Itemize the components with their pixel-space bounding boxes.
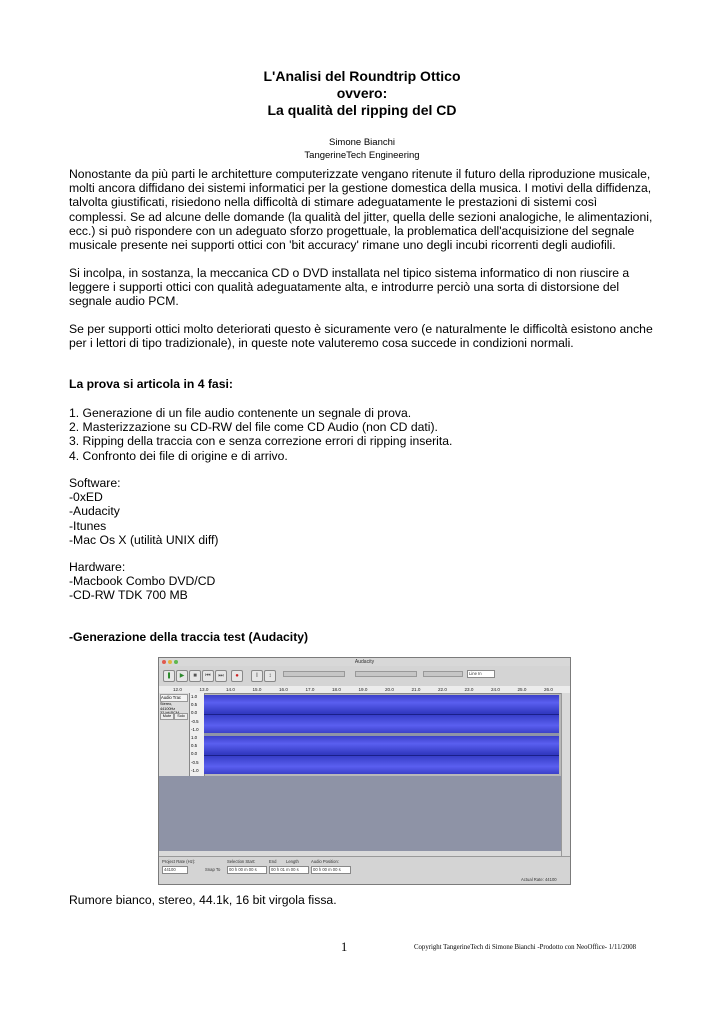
ruler-tick: 14.0 (226, 687, 235, 692)
waveform-right-center (204, 755, 559, 756)
title-line-1: L'Analisi del Roundtrip Ottico (263, 68, 461, 84)
skip-start-icon: ⏮ (202, 670, 214, 682)
phases-list: 1. Generazione di un file audio contenente un segnale di prova. 2. Masterizzazione su CD-RW del file come CD Audio (non CD dati). 3. Ripping della traccia con e senza correzione errori di ripping inserita. 4. Confronto dei file di origine e di arrivo. (69, 406, 453, 463)
ruler-tick: 17.0 (305, 687, 315, 692)
scale-label: -1.0 (191, 768, 199, 773)
skip-end-icon: ⏭ (215, 670, 227, 682)
scale-label: 0.5 (191, 702, 198, 707)
solo-button: Solo (174, 713, 188, 720)
scale-label: 0.0 (191, 751, 198, 756)
ruler-tick: 26.0 (544, 687, 553, 692)
timeline-ruler (159, 686, 570, 694)
play-icon: ▶ (176, 670, 188, 682)
track-header (159, 693, 190, 776)
snap-to-label: Snap To (205, 867, 221, 872)
record-meter (355, 671, 417, 677)
ruler-tick: 23.0 (464, 687, 474, 692)
project-rate-field: 44100 (162, 866, 188, 874)
selection-start-field: 00 h 00 m 00 s (227, 866, 267, 874)
footer-copyright: Copyright TangerineTech di Simone Bianchi -Prodotto con NeoOffice- 1/11/2008 (414, 944, 637, 951)
selection-start-label: Selection Start: (227, 859, 256, 864)
ruler-tick: 25.0 (517, 687, 527, 692)
title-line-3: La qualità del ripping del CD (267, 102, 457, 118)
ruler-tick: 22.0 (438, 687, 447, 692)
scale-label: -0.5 (191, 760, 199, 765)
software-list: Software: -0xED -Audacity -Itunes -Mac Os X (utilità UNIX diff) (69, 476, 219, 547)
pause-icon: ❚ (163, 670, 175, 682)
zoom-icon (174, 660, 178, 664)
ruler-tick: 16.0 (279, 687, 288, 692)
project-rate-label: Project Rate (Hz): (162, 859, 196, 864)
audio-position-label: Audio Position: (311, 859, 339, 864)
author-org: TangerineTech Engineering (304, 149, 420, 161)
audacity-screenshot (158, 657, 571, 885)
close-icon (162, 660, 166, 664)
hardware-list: Hardware: -Macbook Combo DVD/CD -CD-RW TDK 700 MB (69, 560, 216, 603)
ruler-tick: 19.0 (358, 687, 368, 692)
ruler-tick: 18.0 (332, 687, 341, 692)
stop-icon: ■ (189, 670, 201, 682)
ruler-tick: 15.0 (252, 687, 262, 692)
volume-slider (423, 671, 463, 677)
track-name: Audio Trac (160, 694, 188, 702)
mute-button: Mute (160, 713, 174, 720)
waveform-left-center (204, 714, 559, 715)
ruler-tick: 13.0 (199, 687, 209, 692)
amplitude-scale (190, 693, 205, 776)
figure-caption: Rumore bianco, stereo, 44.1k, 16 bit virgola fissa. (69, 893, 337, 907)
phases-heading: La prova si articola in 4 fasi: (69, 377, 233, 391)
audio-position-field: 00 h 00 m 00 s (311, 866, 351, 874)
scale-label: 1.0 (191, 735, 198, 740)
generation-heading: -Generazione della traccia test (Audacity) (69, 630, 309, 644)
scale-label: 0.0 (191, 710, 198, 715)
audacity-toolbar (159, 666, 570, 687)
ruler-tick: 24.0 (491, 687, 500, 692)
empty-project-area (159, 776, 561, 856)
track-info: Stereo, 44100Hz (160, 702, 176, 711)
document-title (0, 68, 724, 119)
scale-label: -0.5 (191, 719, 199, 724)
end-label: End (269, 859, 277, 864)
third-paragraph: Se per supporti ottici molto deteriorati questo è sicuramente vero (e naturalmente le difficoltà esistono anche per i lettori di tipo tradizionale), in queste note valuteremo cosa succede in condizioni normali. (69, 322, 653, 351)
scale-label: 0.5 (191, 743, 198, 748)
author-block (0, 137, 724, 162)
title-line-2: ovvero: (336, 85, 388, 101)
intro-paragraph: Nonostante da più parti le architetture computerizzate vengano ritenute il futuro della riproduzione musicale, molti ancora diffidano dei sistemi informatici per la gestione domestica della musica. I motivi della diffidenza, talvolta giustificati, risiedono nella difficoltà di stimare adeguatamente le prestazioni di sistemi così complessi. Se ad alcune delle domande (la qualità del jitter, quella delle sezioni analogiche, le alimentazioni, ecc.) si può rispondere con un adeguato sforzo progettuale, la problematica dell'acquisizione del segnale musicale presente nei supporti ottici con 'bit accuracy' rimane uno degli incubi ricorrenti degli audiofili. (69, 167, 653, 253)
selection-tool-icon: I (251, 670, 263, 682)
scale-label: -1.0 (191, 727, 199, 732)
second-paragraph: Si incolpa, in sostanza, la meccanica CD o DVD installata nel tipico sistema informatico di non riuscire a leggere i supporti ottici con qualità adeguatamente alta, e introdurre perciò una sorta di distorsione del segnale audio PCM. (69, 266, 630, 309)
envelope-tool-icon: ↕ (264, 670, 276, 682)
input-select: Line In (467, 670, 495, 678)
ruler-tick: 20.0 (385, 687, 394, 692)
length-label: Length (286, 859, 299, 864)
playback-meter (283, 671, 345, 677)
track-separator (204, 733, 559, 736)
page-number: 1 (341, 940, 348, 954)
vertical-scrollbar (561, 693, 571, 856)
actual-rate: Actual Rate: 44100 (521, 877, 557, 882)
audacity-titlebar: Audacity (159, 658, 570, 666)
author-name: Simone Bianchi (328, 137, 395, 148)
selection-end-field: 00 h 01 m 00 s (269, 866, 309, 874)
minimize-icon (168, 660, 172, 664)
selection-bar (159, 856, 570, 885)
ruler-tick: 21.0 (411, 687, 421, 692)
ruler-tick: 12.0 (173, 687, 182, 692)
record-icon: ● (231, 670, 243, 682)
scale-label: 1.0 (191, 694, 198, 699)
